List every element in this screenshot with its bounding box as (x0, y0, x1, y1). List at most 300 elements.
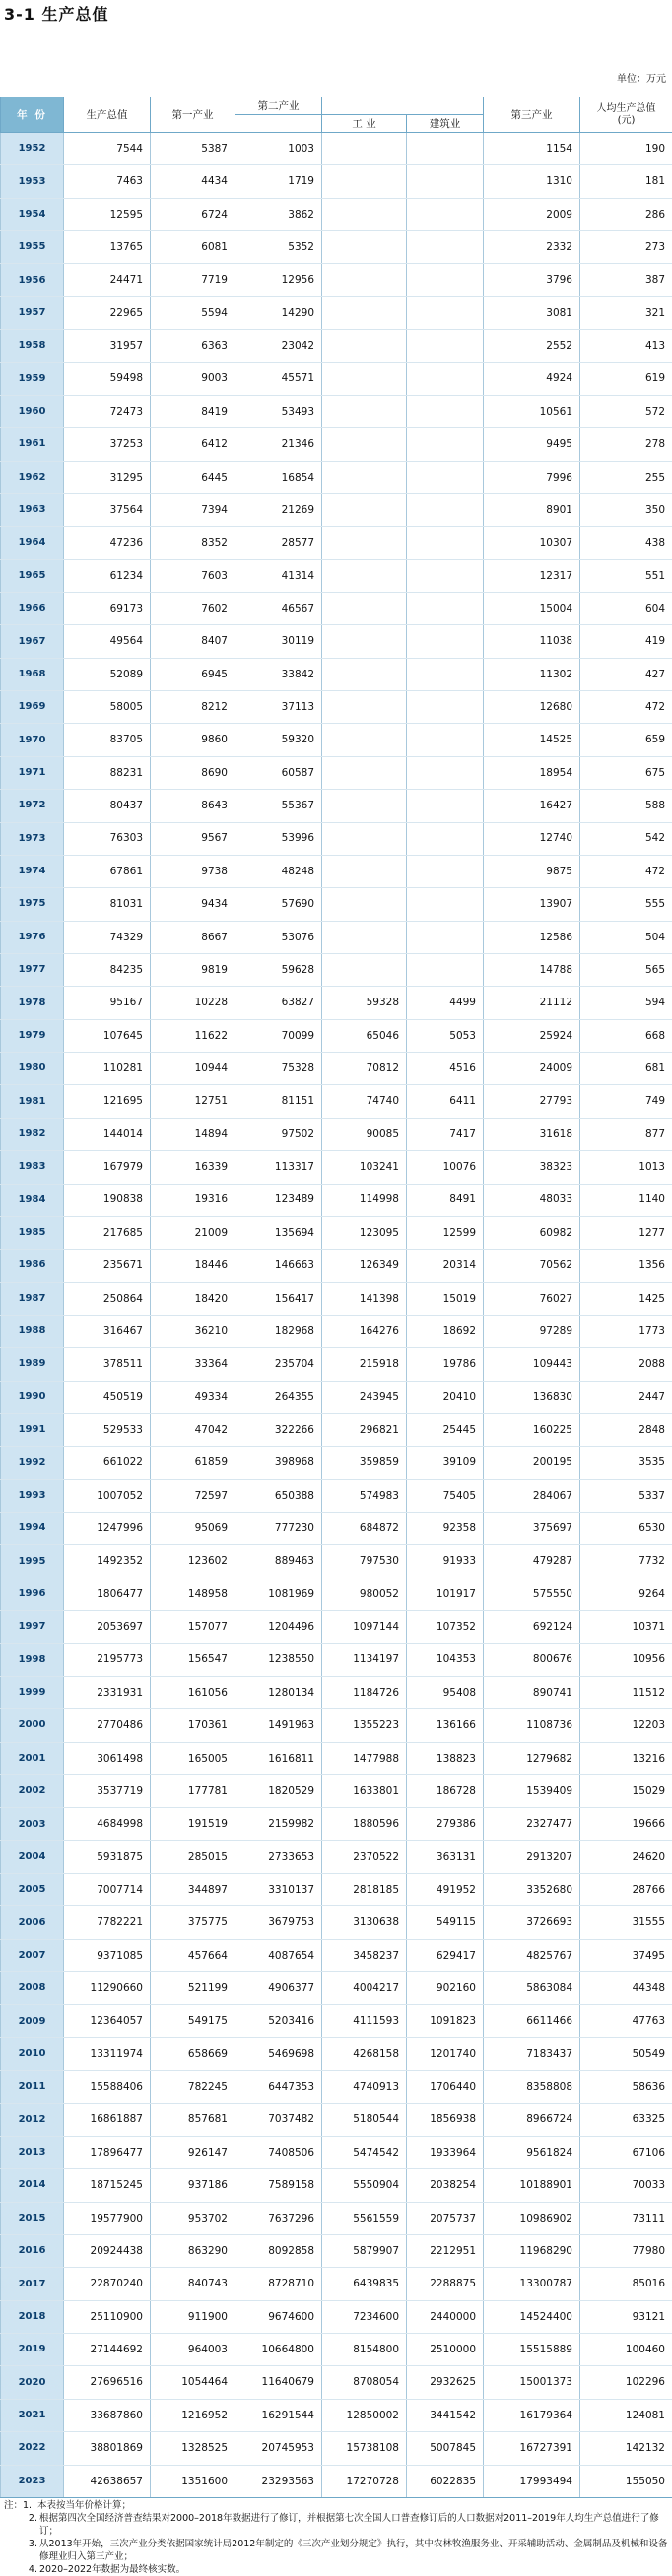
primary-cell: 911900 (151, 2300, 235, 2333)
tertiary-cell: 1279682 (484, 1742, 580, 1774)
secondary-cell: 41314 (235, 559, 322, 592)
primary-cell: 375775 (151, 1906, 235, 1939)
per-capita-cell: 73111 (580, 2202, 672, 2234)
year-cell: 1982 (1, 1118, 64, 1150)
primary-cell: 18446 (151, 1250, 235, 1282)
year-cell: 2002 (1, 1774, 64, 1807)
year-cell: 2000 (1, 1709, 64, 1742)
industry-cell: 5879907 (322, 2235, 407, 2268)
year-cell: 1963 (1, 493, 64, 526)
secondary-cell: 23042 (235, 330, 322, 362)
table-row (1, 822, 672, 855)
table-row (1, 559, 672, 592)
year-cell: 1961 (1, 428, 64, 461)
construction-cell: 20410 (407, 1381, 484, 1413)
industry-cell (322, 855, 407, 887)
primary-cell: 8419 (151, 395, 235, 427)
gdp-cell: 49564 (64, 625, 151, 658)
construction-cell (407, 264, 484, 296)
construction-cell: 25445 (407, 1414, 484, 1447)
primary-cell: 5594 (151, 296, 235, 329)
footnote-number: 2. (4, 2512, 39, 2538)
per-capita-cell: 286 (580, 198, 672, 230)
gdp-cell: 37253 (64, 428, 151, 461)
construction-cell (407, 296, 484, 329)
industry-cell (322, 133, 407, 165)
primary-cell: 12751 (151, 1085, 235, 1118)
industry-cell (322, 888, 407, 921)
footnote-item (4, 2538, 670, 2563)
industry-cell: 103241 (322, 1151, 407, 1184)
secondary-cell: 398968 (235, 1447, 322, 1479)
primary-cell: 157077 (151, 1611, 235, 1643)
per-capita-cell: 321 (580, 296, 672, 329)
gdp-cell: 24471 (64, 264, 151, 296)
industry-cell (322, 953, 407, 986)
construction-cell (407, 559, 484, 592)
primary-cell: 16339 (151, 1151, 235, 1184)
tertiary-cell: 14524400 (484, 2300, 580, 2333)
per-capita-cell: 551 (580, 559, 672, 592)
year-cell: 1964 (1, 527, 64, 559)
tertiary-cell: 4825767 (484, 1939, 580, 1971)
construction-cell: 39109 (407, 1447, 484, 1479)
construction-cell (407, 855, 484, 887)
secondary-cell: 30119 (235, 625, 322, 658)
secondary-cell: 70099 (235, 1019, 322, 1052)
tertiary-cell: 375697 (484, 1513, 580, 1545)
year-cell: 2011 (1, 2071, 64, 2103)
industry-cell: 70812 (322, 1053, 407, 1085)
secondary-cell: 5352 (235, 231, 322, 264)
per-capita-cell: 100460 (580, 2334, 672, 2366)
year-cell: 1956 (1, 264, 64, 296)
industry-cell (322, 165, 407, 198)
industry-cell: 1097144 (322, 1611, 407, 1643)
primary-cell: 10228 (151, 987, 235, 1019)
construction-cell: 10076 (407, 1151, 484, 1184)
construction-cell (407, 921, 484, 953)
tertiary-cell: 24009 (484, 1053, 580, 1085)
gdp-cell: 22870240 (64, 2268, 151, 2300)
construction-cell: 138823 (407, 1742, 484, 1774)
industry-cell: 8708054 (322, 2366, 407, 2399)
secondary-cell: 81151 (235, 1085, 322, 1118)
primary-cell: 123602 (151, 1545, 235, 1578)
industry-cell: 90085 (322, 1118, 407, 1150)
per-capita-cell: 572 (580, 395, 672, 427)
industry-cell: 6439835 (322, 2268, 407, 2300)
primary-cell: 1216952 (151, 2399, 235, 2431)
table-row (1, 2103, 672, 2136)
construction-cell: 186728 (407, 1774, 484, 1807)
tertiary-cell: 8966724 (484, 2103, 580, 2136)
table-row (1, 1906, 672, 1939)
gdp-cell: 42638657 (64, 2465, 151, 2497)
year-cell: 1957 (1, 296, 64, 329)
secondary-cell: 8728710 (235, 2268, 322, 2300)
tertiary-cell: 15001373 (484, 2366, 580, 2399)
year-cell: 2005 (1, 1874, 64, 1906)
gdp-cell: 2053697 (64, 1611, 151, 1643)
secondary-cell: 46567 (235, 593, 322, 625)
industry-cell: 126349 (322, 1250, 407, 1282)
gdp-cell: 9371085 (64, 1939, 151, 1971)
gdp-cell: 84235 (64, 953, 151, 986)
construction-cell (407, 888, 484, 921)
gdp-cell: 1492352 (64, 1545, 151, 1578)
primary-cell: 9434 (151, 888, 235, 921)
industry-cell: 123095 (322, 1216, 407, 1249)
secondary-cell: 1616811 (235, 1742, 322, 1774)
per-capita-cell: 19666 (580, 1808, 672, 1840)
per-capita-cell: 504 (580, 921, 672, 953)
year-cell: 1992 (1, 1447, 64, 1479)
secondary-cell: 75328 (235, 1053, 322, 1085)
per-capita-cell: 588 (580, 790, 672, 822)
per-capita-cell: 278 (580, 428, 672, 461)
secondary-cell: 650388 (235, 1479, 322, 1512)
secondary-cell: 23293563 (235, 2465, 322, 2497)
construction-cell: 2510000 (407, 2334, 484, 2366)
construction-cell: 2212951 (407, 2235, 484, 2268)
gdp-cell: 37564 (64, 493, 151, 526)
tertiary-cell: 97289 (484, 1315, 580, 1347)
per-capita-cell: 255 (580, 461, 672, 493)
secondary-cell: 6447353 (235, 2071, 322, 2103)
table-row (1, 2300, 672, 2333)
industry-cell (322, 296, 407, 329)
per-capita-cell: 190 (580, 133, 672, 165)
primary-cell: 9003 (151, 362, 235, 395)
secondary-cell: 63827 (235, 987, 322, 1019)
tertiary-cell: 9495 (484, 428, 580, 461)
per-capita-cell: 1773 (580, 1315, 672, 1347)
per-capita-cell: 565 (580, 953, 672, 986)
table-row (1, 1611, 672, 1643)
construction-cell (407, 527, 484, 559)
tertiary-cell: 136830 (484, 1381, 580, 1413)
tertiary-cell: 13907 (484, 888, 580, 921)
per-capita-cell: 67106 (580, 2136, 672, 2168)
primary-cell: 937186 (151, 2169, 235, 2202)
year-cell: 1990 (1, 1381, 64, 1413)
construction-cell: 2038254 (407, 2169, 484, 2202)
table-row (1, 1414, 672, 1447)
industry-cell (322, 330, 407, 362)
table-row (1, 1513, 672, 1545)
primary-cell: 1328525 (151, 2432, 235, 2465)
gdp-cell: 190838 (64, 1184, 151, 1216)
gdp-cell: 88231 (64, 756, 151, 789)
per-capita-cell: 659 (580, 724, 672, 756)
industry-cell (322, 790, 407, 822)
industry-cell (322, 724, 407, 756)
year-cell: 1980 (1, 1053, 64, 1085)
table-row (1, 1874, 672, 1906)
footnotes (4, 2499, 670, 2576)
gdp-cell: 1007052 (64, 1479, 151, 1512)
per-capita-cell: 1425 (580, 1282, 672, 1315)
tertiary-cell: 27793 (484, 1085, 580, 1118)
per-capita-cell: 85016 (580, 2268, 672, 2300)
year-cell: 2016 (1, 2235, 64, 2268)
table-row (1, 1479, 672, 1512)
year-cell: 1973 (1, 822, 64, 855)
secondary-cell: 97502 (235, 1118, 322, 1150)
construction-cell: 549115 (407, 1906, 484, 1939)
table-row (1, 1643, 672, 1676)
industry-cell: 4004217 (322, 1972, 407, 2005)
table-row (1, 855, 672, 887)
primary-cell: 47042 (151, 1414, 235, 1447)
table-row (1, 2366, 672, 2399)
gdp-cell: 450519 (64, 1381, 151, 1413)
per-capita-cell: 181 (580, 165, 672, 198)
construction-cell: 136166 (407, 1709, 484, 1742)
tertiary-cell: 9875 (484, 855, 580, 887)
year-cell: 2012 (1, 2103, 64, 2136)
tertiary-cell: 7996 (484, 461, 580, 493)
industry-cell: 4740913 (322, 2071, 407, 2103)
secondary-cell: 14290 (235, 296, 322, 329)
industry-cell (322, 593, 407, 625)
tertiary-cell: 31618 (484, 1118, 580, 1150)
per-capita-cell: 472 (580, 691, 672, 724)
tertiary-cell: 692124 (484, 1611, 580, 1643)
secondary-cell: 5203416 (235, 2005, 322, 2037)
tertiary-cell: 3796 (484, 264, 580, 296)
year-cell: 2006 (1, 1906, 64, 1939)
construction-cell: 1201740 (407, 2037, 484, 2070)
table-row (1, 691, 672, 724)
construction-cell (407, 822, 484, 855)
table-row (1, 133, 672, 165)
tertiary-cell: 2913207 (484, 1840, 580, 1873)
secondary-cell: 182968 (235, 1315, 322, 1347)
construction-cell (407, 790, 484, 822)
secondary-cell: 21346 (235, 428, 322, 461)
year-cell: 1969 (1, 691, 64, 724)
table-row (1, 2037, 672, 2070)
construction-cell (407, 691, 484, 724)
gdp-cell: 74329 (64, 921, 151, 953)
secondary-cell: 889463 (235, 1545, 322, 1578)
gdp-cell: 83705 (64, 724, 151, 756)
construction-cell: 12599 (407, 1216, 484, 1249)
industry-cell: 74740 (322, 1085, 407, 1118)
secondary-cell: 7037482 (235, 2103, 322, 2136)
construction-cell (407, 461, 484, 493)
year-cell: 1972 (1, 790, 64, 822)
primary-cell: 49334 (151, 1381, 235, 1413)
secondary-cell: 1820529 (235, 1774, 322, 1807)
construction-cell: 91933 (407, 1545, 484, 1578)
primary-cell: 18420 (151, 1282, 235, 1315)
table-row (1, 1348, 672, 1381)
gdp-cell: 31295 (64, 461, 151, 493)
tertiary-cell: 17993494 (484, 2465, 580, 2497)
construction-cell (407, 658, 484, 690)
tertiary-cell: 12740 (484, 822, 580, 855)
construction-cell (407, 756, 484, 789)
primary-cell: 6081 (151, 231, 235, 264)
tertiary-cell: 109443 (484, 1348, 580, 1381)
per-capita-cell: 619 (580, 362, 672, 395)
table-row (1, 1578, 672, 1610)
secondary-cell: 7408506 (235, 2136, 322, 2168)
primary-cell: 156547 (151, 1643, 235, 1676)
construction-cell: 2075737 (407, 2202, 484, 2234)
per-capita-cell: 70033 (580, 2169, 672, 2202)
industry-cell: 65046 (322, 1019, 407, 1052)
table-row (1, 362, 672, 395)
year-cell: 1994 (1, 1513, 64, 1545)
industry-cell: 4268158 (322, 2037, 407, 2070)
primary-cell: 457664 (151, 1939, 235, 1971)
year-cell: 2004 (1, 1840, 64, 1873)
primary-cell: 8667 (151, 921, 235, 953)
gdp-cell: 167979 (64, 1151, 151, 1184)
footnote-item (4, 2499, 670, 2512)
secondary-cell: 21269 (235, 493, 322, 526)
tertiary-cell: 1108736 (484, 1709, 580, 1742)
per-capita-cell: 7732 (580, 1545, 672, 1578)
construction-cell: 101917 (407, 1578, 484, 1610)
gdp-cell: 27144692 (64, 2334, 151, 2366)
tertiary-cell: 10188901 (484, 2169, 580, 2202)
construction-cell: 2932625 (407, 2366, 484, 2399)
secondary-cell: 322266 (235, 1414, 322, 1447)
gdp-cell: 69173 (64, 593, 151, 625)
gdp-cell: 18715245 (64, 2169, 151, 2202)
table-row (1, 1545, 672, 1578)
year-cell: 1953 (1, 165, 64, 198)
year-cell: 1954 (1, 198, 64, 230)
construction-cell (407, 428, 484, 461)
table-row (1, 231, 672, 264)
secondary-cell: 7637296 (235, 2202, 322, 2234)
table-row (1, 2432, 672, 2465)
primary-cell: 11622 (151, 1019, 235, 1052)
footnote-text: 从2013年开始，三次产业分类依据国家统计局2012年制定的《三次产业划分规定》执行，其中农林牧渔服务业、开采辅助活动、金属制品及机械和设备修理业归入第三产业； (39, 2538, 670, 2563)
footnote-number: 4. (4, 2563, 39, 2576)
tertiary-cell: 25924 (484, 1019, 580, 1052)
table-row (1, 1250, 672, 1282)
footnote-text: 本表按当年价格计算； (37, 2499, 670, 2512)
construction-cell: 1706440 (407, 2071, 484, 2103)
industry-cell: 5474542 (322, 2136, 407, 2168)
construction-cell: 629417 (407, 1939, 484, 1971)
table-row (1, 2005, 672, 2037)
primary-cell: 7603 (151, 559, 235, 592)
per-capita-cell: 50549 (580, 2037, 672, 2070)
gdp-cell: 7463 (64, 165, 151, 198)
secondary-cell: 59320 (235, 724, 322, 756)
construction-cell: 20314 (407, 1250, 484, 1282)
secondary-cell: 1081969 (235, 1578, 322, 1610)
gdp-cell: 33687860 (64, 2399, 151, 2431)
year-cell: 1996 (1, 1578, 64, 1610)
secondary-cell: 53996 (235, 822, 322, 855)
per-capita-cell: 10956 (580, 1643, 672, 1676)
per-capita-cell: 542 (580, 822, 672, 855)
per-capita-cell: 15029 (580, 1774, 672, 1807)
tertiary-cell: 2327477 (484, 1808, 580, 1840)
tertiary-cell: 284067 (484, 1479, 580, 1512)
primary-cell: 953702 (151, 2202, 235, 2234)
per-capita-cell: 675 (580, 756, 672, 789)
industry-cell: 1633801 (322, 1774, 407, 1807)
tertiary-cell: 76027 (484, 1282, 580, 1315)
footnote-text: 根据第四次全国经济普查结果对2000–2018年数据进行了修订，并根据第七次全国人口普查修订后的人口数据对2011–2019年人均生产总值进行了修订； (39, 2512, 670, 2538)
construction-cell: 1933964 (407, 2136, 484, 2168)
primary-cell: 521199 (151, 1972, 235, 2005)
tertiary-cell: 48033 (484, 1184, 580, 1216)
per-capita-cell: 58636 (580, 2071, 672, 2103)
secondary-cell: 7589158 (235, 2169, 322, 2202)
primary-cell: 191519 (151, 1808, 235, 1840)
primary-cell: 7719 (151, 264, 235, 296)
per-capita-cell: 13216 (580, 1742, 672, 1774)
secondary-cell: 156417 (235, 1282, 322, 1315)
primary-cell: 10944 (151, 1053, 235, 1085)
per-capita-cell: 37495 (580, 1939, 672, 1971)
secondary-cell: 3679753 (235, 1906, 322, 1939)
year-cell: 1993 (1, 1479, 64, 1512)
industry-cell: 1134197 (322, 1643, 407, 1676)
primary-cell: 33364 (151, 1348, 235, 1381)
industry-cell (322, 625, 407, 658)
primary-cell: 549175 (151, 2005, 235, 2037)
year-cell: 1974 (1, 855, 64, 887)
per-capita-cell: 31555 (580, 1906, 672, 1939)
per-capita-cell: 2848 (580, 1414, 672, 1447)
primary-cell: 177781 (151, 1774, 235, 1807)
table-row (1, 198, 672, 230)
secondary-cell: 146663 (235, 1250, 322, 1282)
primary-cell: 6412 (151, 428, 235, 461)
construction-cell (407, 362, 484, 395)
tertiary-cell: 16727391 (484, 2432, 580, 2465)
tertiary-cell: 800676 (484, 1643, 580, 1676)
year-cell: 2021 (1, 2399, 64, 2431)
construction-cell (407, 133, 484, 165)
table-row (1, 1216, 672, 1249)
primary-cell: 6363 (151, 330, 235, 362)
industry-cell: 5561559 (322, 2202, 407, 2234)
construction-cell (407, 953, 484, 986)
table-row (1, 165, 672, 198)
tertiary-cell: 10986902 (484, 2202, 580, 2234)
per-capita-cell: 6530 (580, 1513, 672, 1545)
gdp-cell: 316467 (64, 1315, 151, 1347)
gdp-cell: 5931875 (64, 1840, 151, 1873)
header-secondary: 第二产业 (235, 97, 322, 115)
gdp-cell: 378511 (64, 1348, 151, 1381)
industry-cell: 2818185 (322, 1874, 407, 1906)
gdp-cell: 80437 (64, 790, 151, 822)
secondary-cell: 5469698 (235, 2037, 322, 2070)
construction-cell: 4499 (407, 987, 484, 1019)
tertiary-cell: 16427 (484, 790, 580, 822)
header-tertiary: 第三产业 (484, 97, 580, 133)
year-cell: 1965 (1, 559, 64, 592)
per-capita-cell: 9264 (580, 1578, 672, 1610)
gdp-cell: 121695 (64, 1085, 151, 1118)
industry-cell: 164276 (322, 1315, 407, 1347)
table-row (1, 888, 672, 921)
